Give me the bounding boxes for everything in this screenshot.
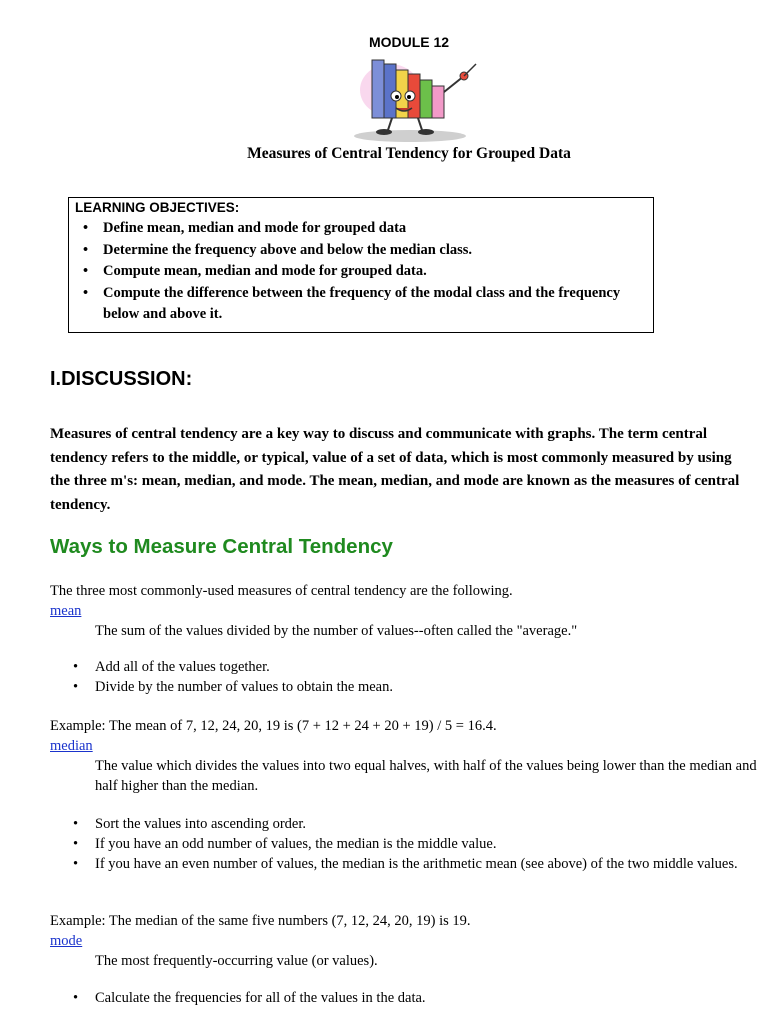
median-definition: The value which divides the values into two equal halves, with half of the values being lower than the median and half higher than the median. bbox=[95, 758, 757, 794]
list-item: • Calculate the frequencies for all of the values in the data. bbox=[73, 988, 753, 1008]
mean-example: Example: The mean of 7, 12, 24, 20, 19 is (7 + 12 + 24 + 20 + 19) / 5 = 16.4. bbox=[50, 718, 497, 734]
list-item: • If you have an odd number of values, the median is the middle value. bbox=[73, 834, 753, 854]
ways-heading: Ways to Measure Central Tendency bbox=[50, 535, 393, 558]
median-steps bbox=[73, 814, 753, 874]
list-item: • Add all of the values together. bbox=[73, 657, 753, 677]
objective-item: • Define mean, median and mode for grouped data bbox=[83, 218, 623, 240]
list-item: • If you have an even number of values, the median is the arithmetic mean (see above) of the two middle values. bbox=[73, 854, 753, 874]
discussion-heading: I.DISCUSSION: bbox=[50, 368, 193, 390]
mean-link[interactable]: mean bbox=[50, 603, 82, 619]
mean-steps bbox=[73, 657, 753, 697]
module-label: MODULE 12 bbox=[368, 34, 450, 50]
objectives-heading: LEARNING OBJECTIVES: bbox=[75, 200, 240, 215]
mode-link[interactable]: mode bbox=[50, 933, 83, 949]
bar-chart-mascot-icon bbox=[348, 56, 478, 142]
median-example: Example: The median of the same five numbers (7, 12, 24, 20, 19) is 19. bbox=[50, 913, 471, 929]
objectives-list bbox=[83, 218, 623, 326]
mode-definition: The most frequently-occurring value (or values). bbox=[95, 953, 378, 969]
discussion-paragraph: Measures of central tendency are a key way to discuss and communicate with graphs. The term central tendency refers to the middle, or typical, value of a set of data, which is most commonly measured by using the three m's: mean, median, and mode. The mean, median, and mode are known as the measures of central tendency. bbox=[50, 426, 740, 513]
objective-item: • Compute the difference between the frequency of the modal class and the frequency below and above it. bbox=[83, 283, 623, 326]
list-item: • Sort the values into ascending order. bbox=[73, 814, 753, 834]
mean-definition: The sum of the values divided by the number of values--often called the "average." bbox=[95, 623, 578, 639]
objective-item: • Compute mean, median and mode for grouped data. bbox=[83, 261, 623, 283]
learning-objectives-box bbox=[68, 197, 654, 333]
list-item: • Divide by the number of values to obtain the mean. bbox=[73, 677, 753, 697]
objective-item: • Determine the frequency above and below the median class. bbox=[83, 240, 623, 262]
mode-steps bbox=[73, 988, 753, 1008]
ways-intro: The three most commonly-used measures of central tendency are the following. bbox=[50, 583, 513, 599]
document-title: Measures of Central Tendency for Grouped Data bbox=[247, 145, 571, 162]
median-link[interactable]: median bbox=[50, 738, 93, 754]
